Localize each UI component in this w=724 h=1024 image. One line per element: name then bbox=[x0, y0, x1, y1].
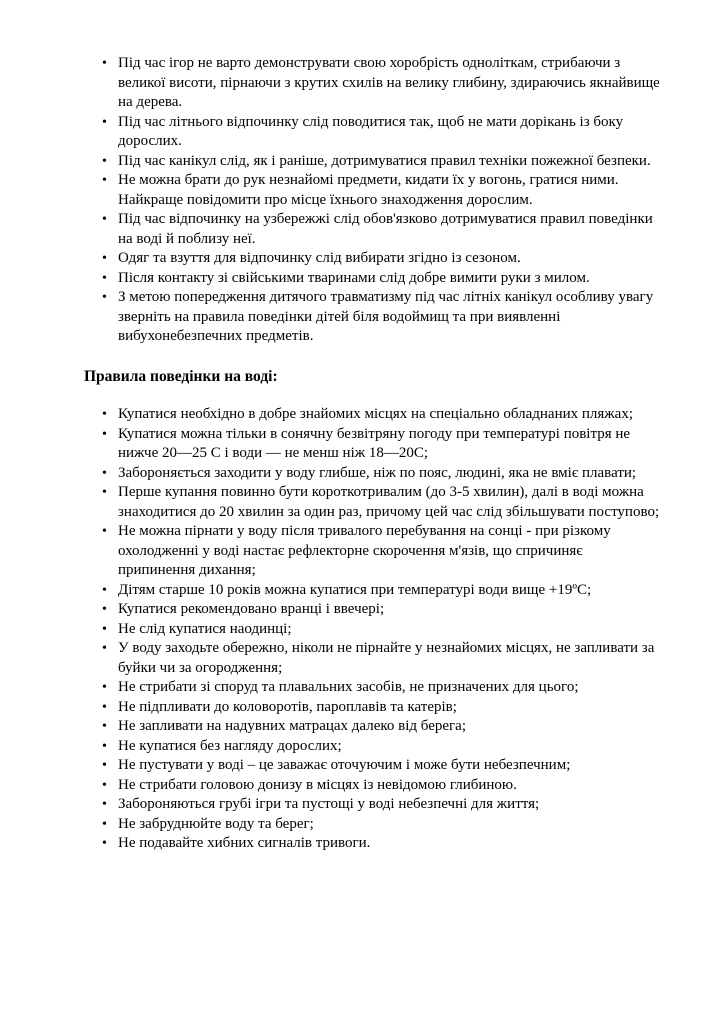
bullet-icon: • bbox=[102, 758, 107, 773]
list-item bbox=[84, 581, 660, 601]
bullet-icon: • bbox=[102, 836, 107, 851]
list-item-text: З метою попередження дитячого травматизму під час літніх канікул особливу увагу зверніть на правила поведінки дітей біля водоймищ та при виявленні вибухонебезпечних предметів. bbox=[118, 289, 654, 344]
list-item-text: Не можна брати до рук незнайомі предмети, кидати їх у вогонь, гратися ними. Найкраще повідомити про місце їхнього знаходження дорослим. bbox=[118, 172, 619, 208]
list-item bbox=[84, 522, 660, 581]
list-item-text: Не підпливати до коловоротів, пароплавів та катерів; bbox=[118, 698, 457, 715]
summer-safety-rules-list bbox=[84, 54, 660, 347]
list-item bbox=[84, 795, 660, 815]
list-item-text: Одяг та взуття для відпочинку слід вибирати згідно із сезоном. bbox=[118, 250, 521, 266]
list-item bbox=[84, 620, 660, 640]
bullet-icon: • bbox=[102, 719, 107, 734]
bullet-icon: • bbox=[102, 602, 107, 617]
bullet-icon: • bbox=[102, 290, 107, 305]
bullet-icon: • bbox=[102, 699, 107, 715]
bullet-icon: • bbox=[102, 641, 107, 656]
bullet-icon: • bbox=[102, 485, 107, 500]
list-item bbox=[84, 737, 660, 757]
list-item bbox=[84, 756, 660, 776]
bullet-icon: • bbox=[102, 524, 107, 539]
list-item-text: Під час канікул слід, як і раніше, дотримуватися правил техніки пожежної безпеки. bbox=[118, 152, 651, 169]
list-item bbox=[84, 425, 660, 464]
bullet-icon: • bbox=[102, 114, 107, 130]
list-item-text: Не стрибати головою донизу в місцях із невідомою глибиною. bbox=[118, 776, 517, 793]
bullet-icon: • bbox=[102, 426, 107, 442]
bullet-icon: • bbox=[102, 251, 107, 266]
list-item bbox=[84, 776, 660, 796]
bullet-icon: • bbox=[102, 621, 107, 637]
list-item-text: Дітям старше 10 років можна купатися при температурі води вище +19ºС; bbox=[118, 581, 592, 598]
list-item-text: Під час літнього відпочинку слід поводитися так, щоб не мати дорікань із боку дорослих. bbox=[118, 113, 624, 149]
list-item-text: Не купатися без нагляду дорослих; bbox=[118, 737, 342, 754]
list-item bbox=[84, 698, 660, 718]
bullet-icon: • bbox=[102, 582, 107, 598]
list-item-text: Купатися необхідно в добре знайомих місцях на спеціально обладнаних пляжах; bbox=[118, 406, 633, 422]
list-item-text: Не подавайте хибних сигналів тривоги. bbox=[118, 835, 371, 851]
list-item bbox=[84, 639, 660, 678]
list-item-text: Під час ігор не варто демонструвати свою хоробрість одноліткам, стрибаючи з великої висоти, пірнаючи з крутих схилів на велику глибину, здираючись якнайвище на дерева. bbox=[118, 55, 660, 110]
list-item-text: Купатися рекомендовано вранці і ввечері; bbox=[118, 601, 385, 617]
list-item bbox=[84, 483, 660, 522]
list-item-text: Перше купання повинно бути короткотривалим (до 3-5 хвилин), далі в воді можна знаходитися до 20 хвилин за один раз, причому цей час слід збільшувати поступово; bbox=[118, 484, 660, 520]
list-item-text: Не можна пірнати у воду після тривалого перебування на сонці - при різкому охолодженні у воді настає рефлекторне скорочення м'язів, що спричиняє припинення дихання; bbox=[118, 523, 611, 578]
water-behavior-rules-list bbox=[84, 405, 660, 854]
list-item bbox=[84, 54, 660, 113]
bullet-icon: • bbox=[102, 173, 107, 188]
bullet-icon: • bbox=[102, 270, 107, 286]
list-item bbox=[84, 113, 660, 152]
bullet-icon: • bbox=[102, 816, 107, 832]
list-item-text: Не запливати на надувних матрацах далеко від берега; bbox=[118, 718, 466, 734]
bullet-icon: • bbox=[102, 56, 107, 71]
list-item-text: Після контакту зі свійськими тваринами слід добре вимити руки з милом. bbox=[118, 269, 590, 286]
list-item bbox=[84, 815, 660, 835]
list-item bbox=[84, 171, 660, 210]
list-item bbox=[84, 269, 660, 289]
list-item bbox=[84, 834, 660, 854]
list-item-text: У воду заходьте обережно, ніколи не пірнайте у незнайомих місцях, не запливати за буйки чи за огородження; bbox=[118, 640, 655, 676]
list-item bbox=[84, 600, 660, 620]
list-item-text: Забороняються грубі ігри та пустощі у воді небезпечні для життя; bbox=[118, 796, 540, 812]
list-item bbox=[84, 678, 660, 698]
bullet-icon: • bbox=[102, 680, 107, 695]
bullet-icon: • bbox=[102, 407, 107, 422]
list-item bbox=[84, 464, 660, 484]
bullet-icon: • bbox=[102, 797, 107, 812]
list-item-text: Забороняється заходити у воду глибше, ніж по пояс, людині, яка не вміє плавати; bbox=[118, 464, 637, 481]
list-item bbox=[84, 152, 660, 172]
list-item-text: Не стрибати зі споруд та плавальних засобів, не призначених для цього; bbox=[118, 679, 579, 695]
bullet-icon: • bbox=[102, 153, 107, 169]
list-item-text: Не слід купатися наодинці; bbox=[118, 620, 292, 637]
list-item bbox=[84, 288, 660, 347]
list-item-text: Під час відпочинку на узбережжі слід обов'язково дотримуватися правил поведінки на воді й поблизу неї. bbox=[118, 211, 653, 247]
list-item bbox=[84, 405, 660, 425]
section-heading: Правила поведінки на воді: bbox=[84, 367, 278, 385]
bullet-icon: • bbox=[102, 465, 107, 481]
list-item bbox=[84, 210, 660, 249]
bullet-icon: • bbox=[102, 777, 107, 793]
list-item bbox=[84, 717, 660, 737]
list-item-text: Не забруднюйте воду та берег; bbox=[118, 815, 314, 832]
list-item bbox=[84, 249, 660, 269]
bullet-icon: • bbox=[102, 738, 107, 754]
bullet-icon: • bbox=[102, 212, 107, 227]
list-item-text: Не пустувати у воді – це заважає оточуючим і може бути небезпечним; bbox=[118, 757, 571, 773]
list-item-text: Купатися можна тільки в сонячну безвітряну погоду при температурі повітря не нижче 20—25 С і води — не менш ніж 18—20С; bbox=[118, 425, 631, 461]
